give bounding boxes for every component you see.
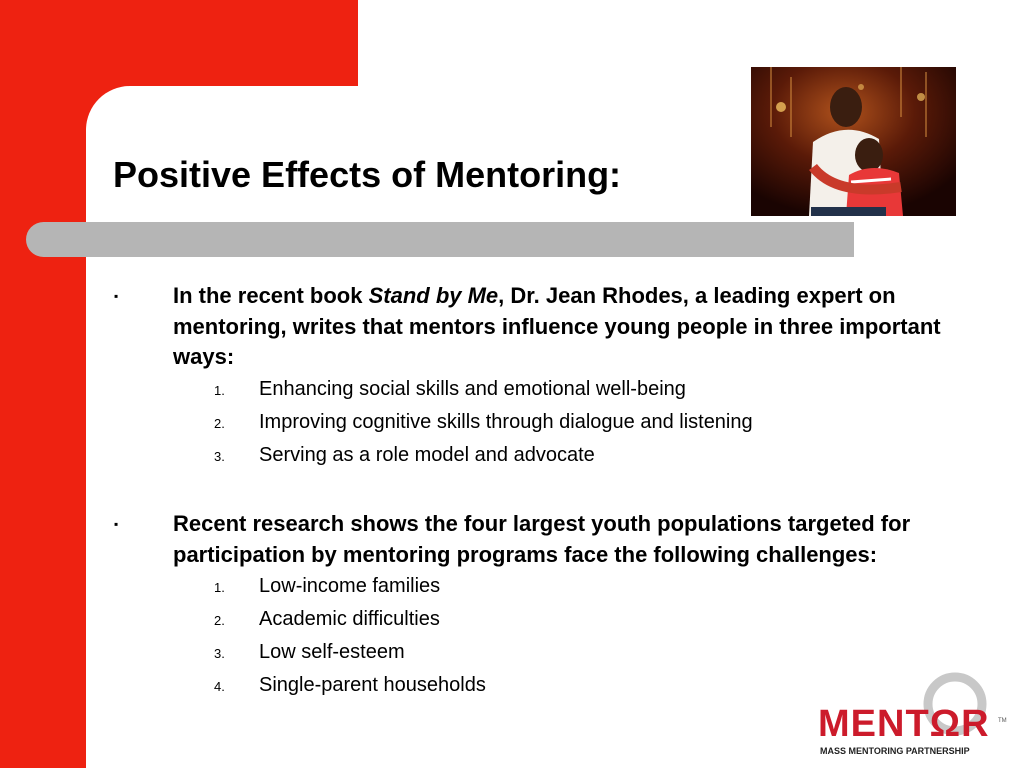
list-item-text: Low-income families bbox=[259, 575, 441, 597]
logo-tm: TM bbox=[998, 718, 1007, 724]
square-bullet-icon: ▪ bbox=[114, 289, 119, 303]
list-item bbox=[112, 439, 992, 472]
bullet-1-text bbox=[112, 281, 992, 373]
bullet-1-sublist bbox=[112, 373, 992, 472]
list-number: 1. bbox=[214, 580, 225, 595]
bullet-1-text-after: , Dr. Jean Rhodes, a leading expert on mentoring, writes that mentors influence young people in three important ways: bbox=[173, 283, 941, 369]
mentor-photo-image bbox=[751, 67, 956, 216]
list-number: 4. bbox=[214, 679, 225, 694]
list-item bbox=[112, 570, 992, 603]
mentor-logo-graphic bbox=[812, 672, 1012, 762]
square-bullet-icon: ▪ bbox=[114, 517, 119, 531]
list-number: 1. bbox=[214, 382, 225, 398]
list-number: 3. bbox=[214, 448, 225, 464]
list-number: 3. bbox=[214, 646, 225, 661]
list-number: 2. bbox=[214, 415, 225, 431]
list-item-text: Enhancing social skills and emotional well-being bbox=[259, 377, 686, 400]
list-item-text: Improving cognitive skills through dialogue and listening bbox=[259, 410, 753, 433]
bullet-2-text-content: Recent research shows the four largest youth populations targeted for participation by mentoring programs face the following challenges: bbox=[173, 511, 911, 567]
slide-title: Positive Effects of Mentoring: bbox=[113, 154, 622, 195]
list-item bbox=[112, 373, 992, 406]
bullet-1-text-before: In the recent book bbox=[173, 283, 369, 308]
book-title: Stand by Me bbox=[368, 283, 499, 308]
bullet-1 bbox=[112, 281, 992, 472]
list-item-text: Low self-esteem bbox=[259, 641, 405, 663]
bullet-2-text bbox=[112, 509, 992, 570]
mentor-logo bbox=[812, 672, 1012, 762]
list-item bbox=[112, 603, 992, 636]
list-item bbox=[112, 406, 992, 439]
mentor-photo bbox=[751, 67, 956, 216]
logo-wordmark: MENTΩR bbox=[818, 703, 990, 745]
logo-tagline: MASS MENTORING PARTNERSHIP bbox=[820, 746, 970, 756]
title-underline-bar bbox=[26, 222, 854, 257]
list-number: 2. bbox=[214, 613, 225, 628]
list-item-text: Single-parent households bbox=[259, 674, 486, 696]
list-item-text: Academic difficulties bbox=[259, 608, 440, 630]
list-item bbox=[112, 636, 992, 669]
list-item-text: Serving as a role model and advocate bbox=[259, 443, 595, 466]
